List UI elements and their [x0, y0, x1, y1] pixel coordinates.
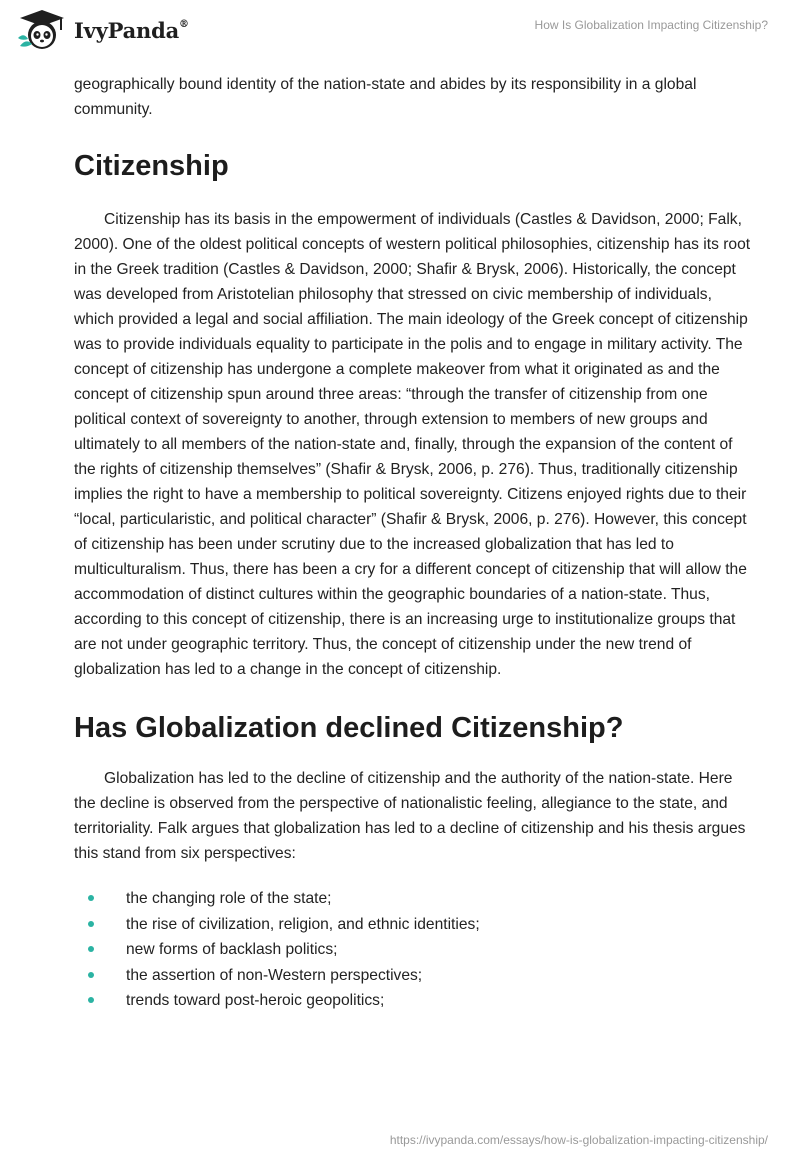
list-item: trends toward post-heroic geopolitics; [74, 988, 754, 1014]
globalization-paragraph: Globalization has led to the decline of citizenship and the authority of the nation-state. Here the decline is observed from the perspective of nationalistic feeling, allegiance to the state, and territoriality. Falk argues that globalization has led to a decline of citizenship and his thesis argues this stand from six perspectives: [74, 770, 746, 862]
heading-citizenship: Citizenship [74, 150, 229, 182]
list-item: the assertion of non-Western perspectives; [74, 963, 754, 989]
list-item: the changing role of the state; [74, 886, 754, 912]
intro-continuation: geographically bound identity of the nation-state and abides by its responsibility in a global community. [74, 76, 697, 118]
document-title: How Is Globalization Impacting Citizenship? [534, 18, 768, 32]
page-header [0, 0, 800, 62]
ivypanda-logo[interactable] [16, 8, 189, 52]
heading-globalization-declined: Has Globalization declined Citizenship? [74, 712, 624, 744]
citizenship-paragraph: Citizenship has its basis in the empowerment of individuals (Castles & Davidson, 2000; Falk, 2000). One of the oldest political concepts of western political philosophies, citizenship has its root in the Greek tradition (Castles & Davidson, 2000; Shafir & Brysk, 2006). Historically, the concept was developed from Aristotelian philosophy that stressed on civic membership of individuals, which provided a legal and social affiliation. The main ideology of the Greek concept of citizenship was to provide individuals equality to participate in the polis and to engage in military activity. The concept of citizenship has undergone a complete makeover from what it originated as and the concept of citizenship spun around three areas: “through the transfer of citizenship from one political context of sovereignty to another, through extension to members of new groups and ultimately to all members of the nation-state and, finally, through the expansion of the content of the rights of citizenship themselves” (Shafir & Brysk, 2006, p. 276). Thus, traditionally citizenship implies the right to have a membership to political sovereignty. Citizens enjoyed rights due to their “local, particularistic, and political character” (Shafir & Brysk, 2006, p. 276). However, this concept of citizenship has been under scrutiny due to the increased globalization that has led to multiculturalism. Thus, there has been a cry for a different concept of citizenship that will allow the accommodation of distinct cultures within the geographic boundaries of a nation-state. Thus, according to this concept of citizenship, there is an increasing urge to institutionalize groups that are not under geographic territory. Thus, the concept of citizenship under the new trend of globalization has led to a change in the concept of citizenship. [74, 211, 751, 678]
perspectives-list [74, 886, 754, 1014]
bullet-icon [88, 997, 94, 1003]
bullet-icon [88, 946, 94, 952]
footer-url[interactable]: https://ivypanda.com/essays/how-is-globalization-impacting-citizenship/ [389, 1133, 768, 1147]
bullet-icon [88, 921, 94, 927]
brand-name: IvyPanda® [74, 17, 189, 43]
bullet-icon [88, 895, 94, 901]
list-item: the rise of civilization, religion, and ethnic identities; [74, 912, 754, 938]
bullet-icon [88, 972, 94, 978]
article-content [74, 72, 754, 1014]
list-item: new forms of backlash politics; [74, 937, 754, 963]
panda-logo-icon [16, 8, 68, 52]
